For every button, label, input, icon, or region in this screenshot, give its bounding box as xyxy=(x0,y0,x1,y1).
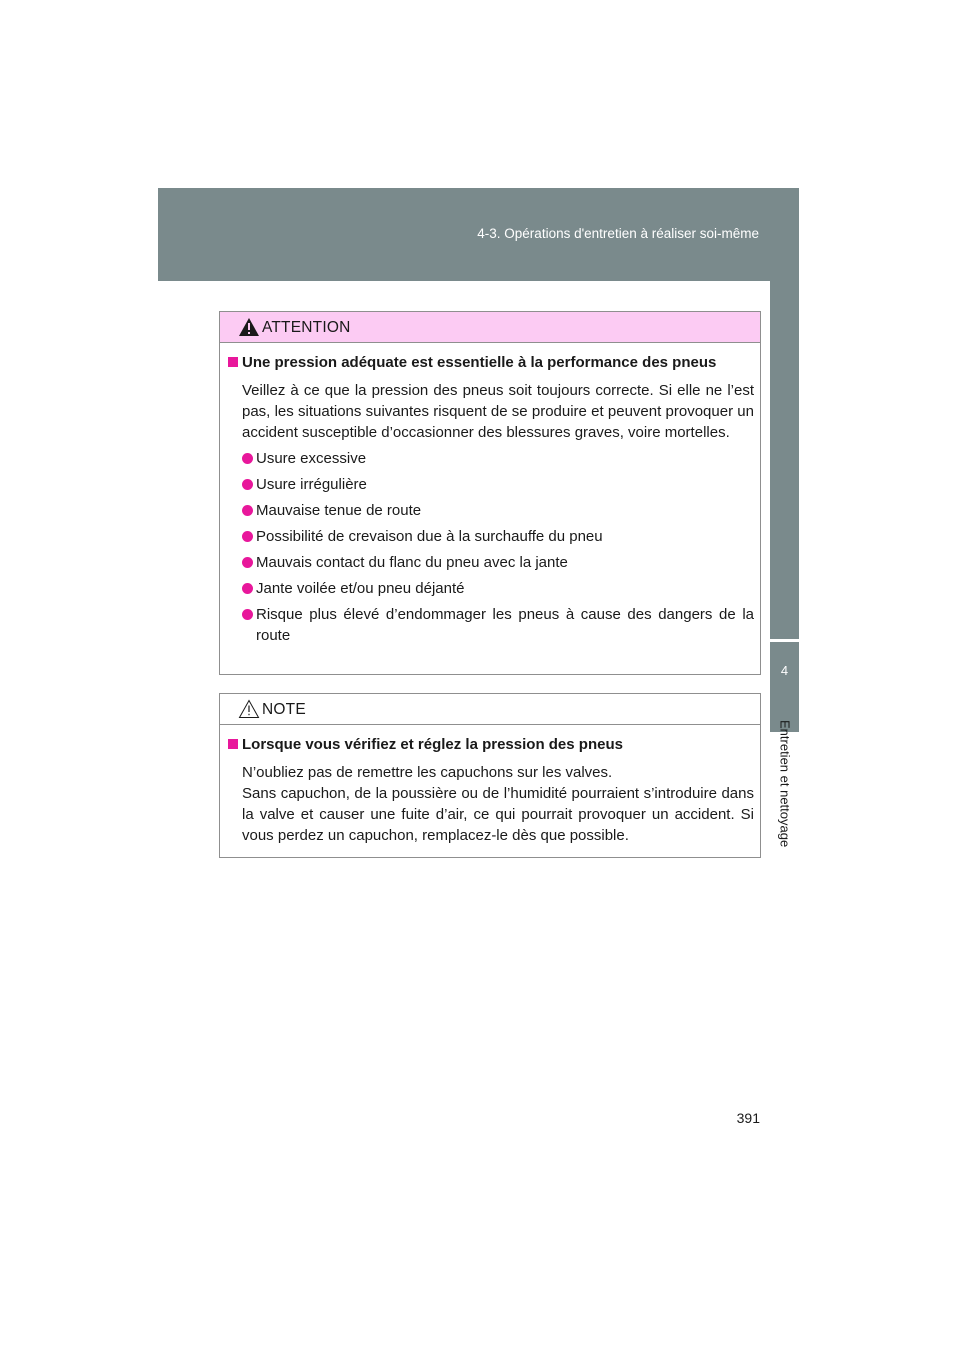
header-band xyxy=(158,188,799,281)
warning-heading: Une pression adéquate est essentielle à la performance des pneus xyxy=(228,353,754,373)
page-number: 391 xyxy=(736,1110,760,1126)
warning-triangle-icon xyxy=(238,317,260,337)
list-item: Mauvaise tenue de route xyxy=(228,500,754,521)
warning-paragraph: Veillez à ce que la pression des pneus soit toujours correcte. Si elle ne l’est pas, les situations suivantes risquent de se produire et peuvent provoquer un accident susceptible d’occasionner des blessures graves, voire mortelles. xyxy=(242,382,754,441)
list-item: Usure excessive xyxy=(228,448,754,469)
note-heading: Lorsque vous vérifiez et réglez la pression des pneus xyxy=(228,735,754,755)
chapter-label: Entretien et nettoyage xyxy=(777,720,793,848)
warning-title: ATTENTION xyxy=(262,319,351,336)
warning-box xyxy=(219,311,761,675)
note-line-2: Sans capuchon, de la poussière ou de l’humidité pourraient s’introduire dans la valve et causer une fuite d’air, ce qui pourrait provoquer un accident. Si vous perdez un capuchon, remplacez-le dès que possible. xyxy=(242,785,754,844)
note-line-1: N’oubliez pas de remettre les capuchons sur les valves. xyxy=(242,764,613,781)
dot-bullet-icon xyxy=(242,609,253,620)
square-bullet-icon xyxy=(228,739,238,749)
caution-outline-icon xyxy=(238,699,260,719)
dot-bullet-icon xyxy=(242,531,253,542)
dot-bullet-icon xyxy=(242,453,253,464)
dot-bullet-icon xyxy=(242,557,253,568)
chapter-label-vertical xyxy=(776,720,794,880)
list-item: Usure irrégulière xyxy=(228,474,754,495)
note-header xyxy=(220,694,760,725)
list-item: Risque plus élevé d’endommager les pneus à cause des dangers de la route xyxy=(228,604,754,646)
list-item: Mauvais contact du flanc du pneu avec la jante xyxy=(228,552,754,573)
note-title: NOTE xyxy=(262,701,306,718)
note-box xyxy=(219,693,761,858)
side-tab-strip xyxy=(770,281,799,639)
square-bullet-icon xyxy=(228,357,238,367)
dot-bullet-icon xyxy=(242,505,253,516)
note-paragraph xyxy=(228,762,754,846)
chapter-tab xyxy=(770,642,799,732)
warning-header xyxy=(220,312,760,343)
chapter-number: 4 xyxy=(780,663,789,678)
list-item: Jante voilée et/ou pneu déjanté xyxy=(228,578,754,599)
section-title: 4-3. Opérations d'entretien à réaliser soi-même xyxy=(477,226,759,241)
dot-bullet-icon xyxy=(242,583,253,594)
dot-bullet-icon xyxy=(242,479,253,490)
list-item: Possibilité de crevaison due à la surchauffe du pneu xyxy=(228,526,754,547)
